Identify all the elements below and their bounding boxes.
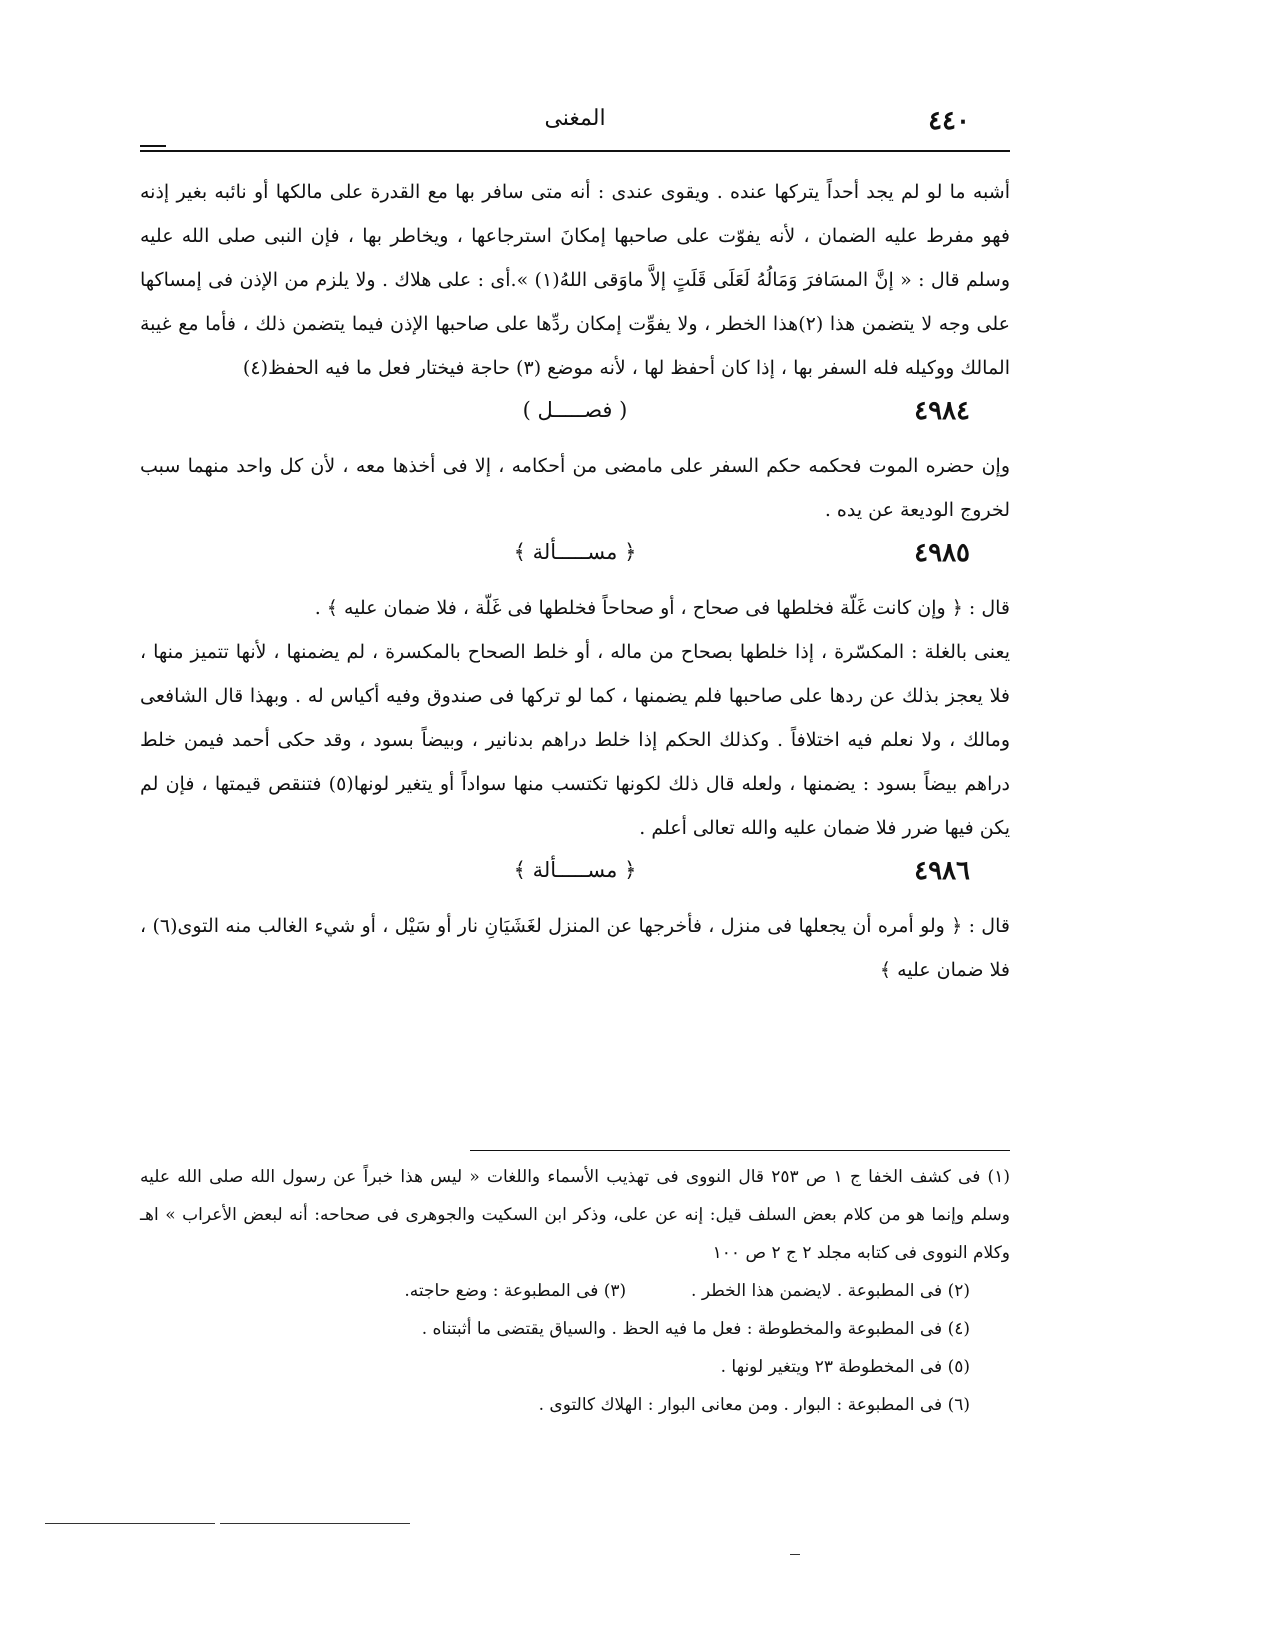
footnote: (٥) فى المخطوطة ٢٣ ويتغير لونها . <box>720 1357 970 1377</box>
header-rule-tick <box>140 145 166 147</box>
section-label: ( فصـــــل ) <box>522 398 628 422</box>
footnote <box>140 1272 1010 1310</box>
bottom-rule <box>45 1523 215 1524</box>
footnote: (٦) فى المطبوعة : البوار . ومن معانى البوار : الهلاك كالتوى . <box>538 1395 970 1415</box>
page-number: ٤٤٠ <box>928 106 970 136</box>
section-label: ﴿ مســـــألة ﴾ <box>513 540 637 564</box>
paragraph: يعنى بالغلة : المكسّرة ، إذا خلطها بصحاح من ماله ، أو خلط الصحاح بالمكسرة ، لم يضمنها ، لأنها تتميز منها ، فلا يعجز بذلك عن ردها على صاحبها فلم يضمنها ، كما لو تركها فى صندوق وفيه أكياس له . وبهذا قال الشافعى ومالك ، ولا نعلم فيه اختلافاً . وكذلك الحكم إذا خلط دراهم بدنانير ، وبيضاً بسود ، وقد حكى أحمد فيمن خلط دراهم بيضاً بسود : يضمنها ، ولعله قال ذلك لكونها تكتسب منها سواداً أو يتغير لونها(٥) فتنقص قيمتها ، فإن لم يكن فيها ضرر فلا ضمان عليه والله تعالى أعلم . <box>140 641 1010 839</box>
header-rule <box>140 150 1010 152</box>
footnote: (٣) فى المطبوعة : وضع حاجته. <box>404 1281 627 1301</box>
footnote: (٤) فى المطبوعة والمخطوطة : فعل ما فيه الحظ . والسياق يقتضى ما أثبتناه . <box>421 1319 970 1339</box>
quoted-text: قال : ﴿ ولو أمره أن يجعلها فى منزل ، فأخرجها عن المنزل لغَشَيَانِ نار أو سَيْل ، أو شيء الغالب منه التوى(٦) ، فلا ضمان عليه ﴾ <box>140 915 1010 981</box>
paragraph: أشبه ما لو لم يجد أحداً يتركها عنده . ويقوى عندى : أنه متى سافر بها مع القدرة على مالكها أو نائبه بغير إذنه فهو مفرط عليه الضمان ، لأنه يفوّت على صاحبها إمكانَ استرجاعها ، ويخاطر بها ، فإن النبى صلى الله عليه وسلم قال : « إنَّ المسَافرَ وَمَالُهُ لَعَلَى قَلَتٍ إلاَّ ماوَقى اللهُ(١) ».أى : على هلاك . ولا يلزم من الإذن فى إمساكها على وجه لا يتضمن هذا (٢)هذا الخطر ، ولا يفوِّت إمكان ردِّها على صاحبها الإذن فيما يتضمن ذلك ، فأما مع غيبة المالك ووكيله فله السفر بها ، إذا كان أحفظ لها ، لأنه موضع (٣) حاجة فيختار فعل ما فيه الحفظ(٤) <box>140 181 1011 379</box>
page-header <box>140 100 1010 150</box>
footnote: (١) فى كشف الخفا ج ١ ص ٢٥٣ قال النووى فى تهذيب الأسماء واللغات « ليس هذا خبراً عن رسول الله صلى الله عليه وسلم وإنما هو من كلام بعض السلف قيل: إنه عن على، وذكر ابن السكيت والجوهرى فى صحاحه: أنه لبعض الأعراب » اهـ وكلام النووى فى كتابه مجلد ٢ ج ٢ ص ١٠٠ <box>140 1167 1010 1263</box>
bottom-rule <box>220 1523 410 1524</box>
running-title: المغنى <box>544 106 606 131</box>
section-heading <box>140 532 1010 586</box>
footnote: (٢) فى المطبوعة . لايضمن هذا الخطر . <box>691 1281 970 1301</box>
section-heading <box>140 850 1010 904</box>
section-number: ٤٩٨٦ <box>914 856 970 886</box>
paragraph: وإن حضره الموت فحكمه حكم السفر على مامضى من أحكامه ، إلا فى أخذها معه ، لأن كل واحد منهما سبب لخروج الوديعة عن يده . <box>140 455 1010 521</box>
footnotes <box>140 1158 1010 1424</box>
footnote-rule <box>470 1150 1010 1151</box>
section-heading <box>140 390 1010 444</box>
main-text <box>140 170 1010 992</box>
section-label: ﴿ مســـــألة ﴾ <box>513 858 637 882</box>
bottom-mark <box>790 1554 800 1555</box>
book-page <box>140 0 1010 1638</box>
quoted-text: قال : ﴿ وإن كانت غَلّة فخلطها فى صحاح ، أو صحاحاً فخلطها فى غَلّة ، فلا ضمان عليه ﴾ . <box>314 597 1010 619</box>
section-number: ٤٩٨٥ <box>914 538 970 568</box>
section-number: ٤٩٨٤ <box>914 396 970 426</box>
